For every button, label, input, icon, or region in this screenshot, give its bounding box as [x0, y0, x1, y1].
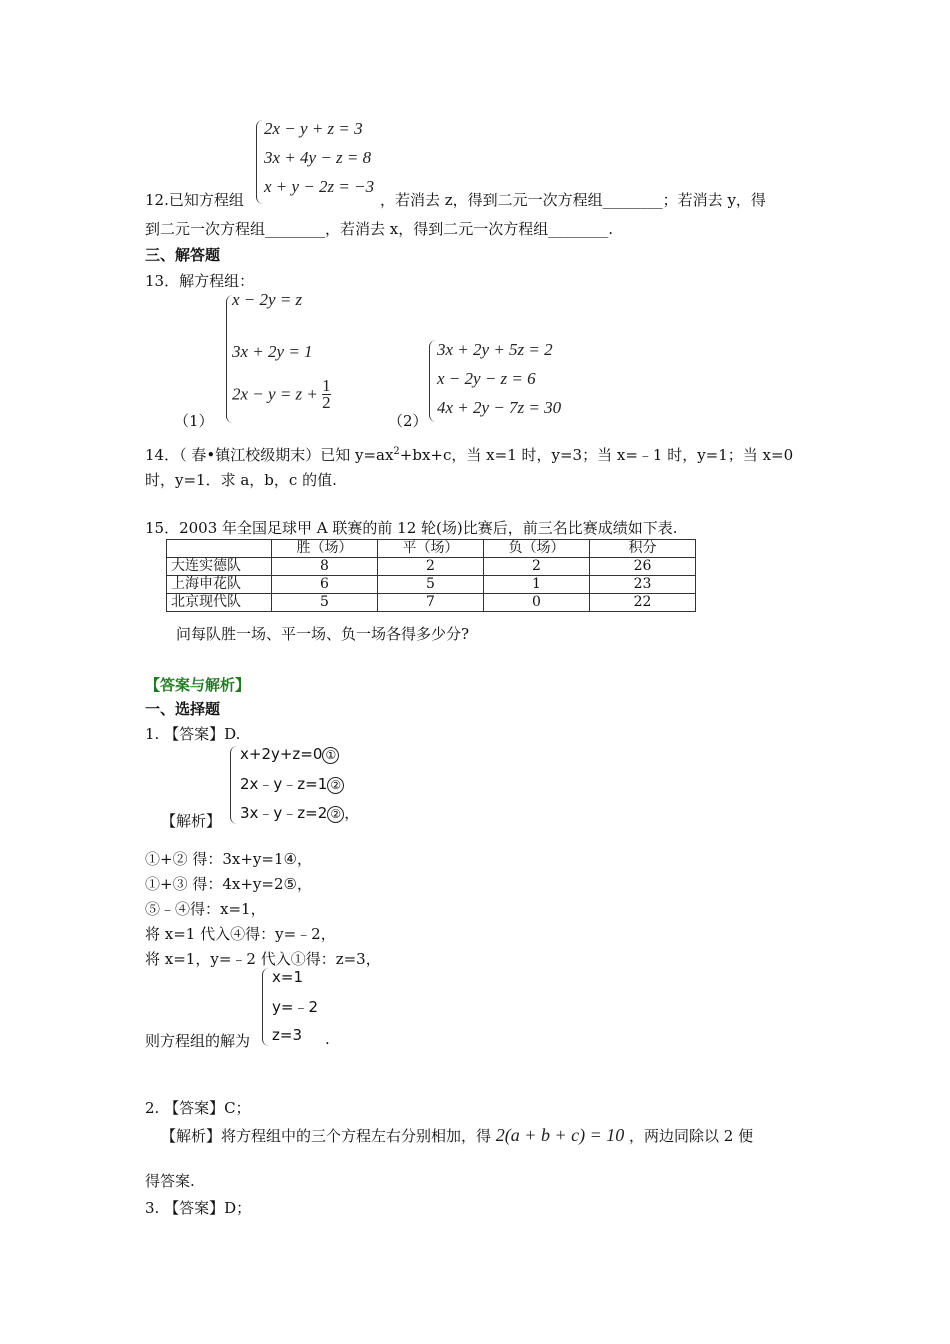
- a1-step-1: ①+② 得：3x+y=1④，: [145, 850, 312, 868]
- q13-sys1-eq3-left: 2x − y = z +: [232, 384, 318, 404]
- a3-answer: 3. 【答案】D；: [145, 1199, 252, 1217]
- table-cell: 0: [484, 594, 590, 612]
- q13-fraction-den: 2: [322, 393, 331, 412]
- a1-step-2: ①+③ 得：4x+y=2⑤，: [145, 875, 312, 893]
- table-header-cell: 平（场）: [378, 540, 484, 558]
- q12-equation-3: x + y − 2z = −3: [264, 177, 375, 196]
- table-cell: 北京现代队: [167, 594, 272, 612]
- q12-line1-rest: ，若消去 z，得到二元一次方程组________；若消去 y，得: [380, 191, 766, 209]
- table-cell: 大连实德队: [167, 558, 272, 576]
- a1-eq1-text: x+2y+z=0: [240, 745, 323, 763]
- a1-answer: 1. 【答案】D.: [145, 725, 241, 743]
- a1-eq-1: [240, 745, 339, 764]
- table-cell: 26: [590, 558, 696, 576]
- q13-system2-brace: [429, 340, 436, 422]
- section-3-title: 三、解答题: [145, 246, 221, 264]
- table-header-cell: 负（场）: [484, 540, 590, 558]
- a1-step-3: ⑤﹣④得：x=1，: [145, 900, 266, 918]
- table-cell: 2: [484, 558, 590, 576]
- table-header-row: [167, 540, 696, 558]
- q13-sys2-eq2: x − 2y − z = 6: [437, 369, 536, 388]
- table-cell: 22: [590, 594, 696, 612]
- a2-formula: 2(a + b + c) = 10: [495, 1125, 625, 1145]
- table-cell: 8: [272, 558, 378, 576]
- table-row: [167, 576, 696, 594]
- a2-jiexi-b: ，两边同除以 2 便: [629, 1127, 754, 1145]
- q12-system-brace: [256, 120, 263, 204]
- a1-solution-brace: [262, 968, 269, 1046]
- table-cell: 23: [590, 576, 696, 594]
- q14-line1-b: +bx+c，当 x=1 时，y=3；当 x=﹣1 时，y=1；当 x=0: [399, 446, 794, 464]
- q15-score-table: [166, 539, 696, 612]
- table-cell: 上海申花队: [167, 576, 272, 594]
- q14-line1-a: 14．（ 春•镇江校级期末）已知 y=ax: [145, 446, 394, 464]
- q15-title: 15．2003 年全国足球甲 A 联赛的前 12 轮(场)比赛后，前三名比赛成绩如下表.: [145, 519, 678, 537]
- q14-superscript: 2: [393, 446, 400, 457]
- a1-comma: ，: [344, 804, 360, 822]
- table-header-cell: 胜（场）: [272, 540, 378, 558]
- a1-period: .: [325, 1030, 330, 1048]
- a2-jiexi-a: 【解析】将方程组中的三个方程左右分别相加，得: [161, 1127, 492, 1145]
- q13-sys1-eq1: x − 2y = z: [232, 290, 303, 309]
- a1-solution-y: y=﹣2: [272, 998, 318, 1016]
- answers-heading: 【答案与解析】: [145, 676, 251, 694]
- circled-1: ①: [322, 747, 339, 764]
- q13-label-1: （1）: [174, 412, 214, 430]
- q12-prefix: 12.已知方程组: [145, 191, 244, 209]
- table-cell: 7: [378, 594, 484, 612]
- table-row: [167, 558, 696, 576]
- circled-3: ②: [327, 806, 344, 823]
- q12-equation-2: 3x + 4y − z = 8: [264, 148, 372, 167]
- q13-fraction: [322, 378, 331, 411]
- table-cell: 1: [484, 576, 590, 594]
- q13-sys2-eq3: 4x + 2y − 7z = 30: [437, 398, 562, 417]
- a1-solution-x: x=1: [272, 968, 303, 986]
- q15-question: 问每队胜一场、平一场、负一场各得多少分?: [176, 625, 470, 643]
- table-cell: 2: [378, 558, 484, 576]
- q13-title: 13．解方程组：: [145, 272, 255, 290]
- a2-jiexi: [161, 1125, 753, 1146]
- answers-section-1: 一、选择题: [145, 700, 221, 718]
- a1-eq-2: [240, 773, 344, 794]
- a1-step-5: 将 x=1，y=﹣2 代入①得：z=3，: [145, 950, 381, 968]
- table-cell: 5: [378, 576, 484, 594]
- a2-line2: 得答案.: [145, 1172, 195, 1190]
- q13-label-2: （2）: [388, 412, 428, 430]
- a1-eq3-text: 3x﹣y﹣z=2: [240, 804, 328, 822]
- a1-eq2-text: 2x﹣y﹣z=1: [240, 775, 328, 793]
- circled-2: ②: [327, 777, 344, 794]
- q13-sys1-eq3: [232, 378, 331, 411]
- a1-jiexi-label: 【解析】: [161, 812, 222, 830]
- a2-answer: 2. 【答案】C；: [145, 1099, 251, 1117]
- a1-solution-z: z=3: [272, 1026, 302, 1044]
- q14-line2: 时，y=1．求 a，b，c 的值.: [145, 471, 337, 489]
- q13-sys2-eq1: 3x + 2y + 5z = 2: [437, 340, 553, 359]
- table-cell: 6: [272, 576, 378, 594]
- table-cell: 5: [272, 594, 378, 612]
- q12-equation-1: 2x − y + z = 3: [264, 119, 363, 138]
- table-header-cell: [167, 540, 272, 558]
- a1-eq-3: [240, 802, 359, 823]
- table-header-cell: 积分: [590, 540, 696, 558]
- a1-step-4: 将 x=1 代入④得：y=﹣2，: [145, 925, 336, 943]
- a1-system-brace: [230, 746, 237, 824]
- q13-sys1-eq2: 3x + 2y = 1: [232, 342, 313, 361]
- table-row: [167, 594, 696, 612]
- a1-solution-prefix: 则方程组的解为: [145, 1032, 251, 1050]
- q12-line2: 到二元一次方程组________，若消去 x，得到二元一次方程组________.: [145, 220, 613, 238]
- q14-line1: [145, 444, 793, 465]
- q13-fraction-num: 1: [322, 376, 331, 395]
